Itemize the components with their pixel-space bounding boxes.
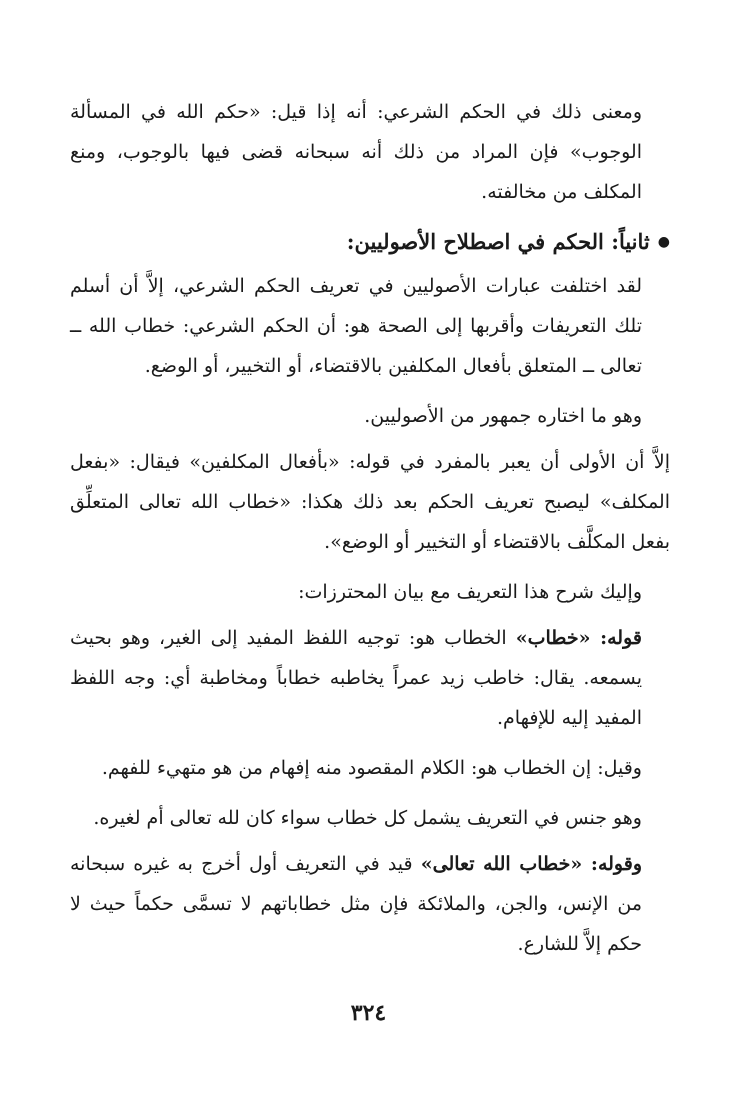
page-content (70, 92, 670, 974)
paragraph-text: قيد في التعريف أول أخرج به غيره سبحانه من الإنس، والجن، والملائكة فإن مثل خطاباتهم لا تسمَّى حكماً حيث لا حكم إلاَّ للشارع. (70, 853, 642, 955)
definition-paragraph (70, 266, 670, 386)
paragraph-text: وهو جنس في التعريف يشمل كل خطاب سواء كان لله تعالى أم لغيره. (93, 807, 642, 829)
majority-paragraph (70, 396, 670, 436)
paragraph-text: ومعنى ذلك في الحكم الشرعي: أنه إذا قيل: «حكم الله في المسألة الوجوب» فإن المراد من ذلك أنه سبحانه قضى فيها بالوجوب، ومنع المكلف من مخالفته. (70, 101, 642, 203)
section-heading-text: ثانياً: الحكم في اصطلاح الأصوليين: (346, 229, 650, 254)
paragraph-text: إلاَّ أن الأولى أن يعبر بالمفرد في قوله: «بأفعال المكلفين» فيقال: «بفعل المكلف» ليصبح تعريف الحكم بعد ذلك هكذا: «خطاب الله تعالى المتعلِّق بفعل المكلَّف بالاقتضاء أو التخيير أو الوضع». (70, 451, 670, 553)
explanation-intro-paragraph (70, 572, 670, 612)
bullet-icon: ● (657, 234, 670, 250)
intro-paragraph (70, 92, 670, 212)
paragraph-lead: وقوله: «خطاب الله تعالى» (420, 853, 642, 875)
paragraph-text: وقيل: إن الخطاب هو: الكلام المقصود منه إفهام من هو متهيء للفهم. (101, 757, 642, 779)
khitab-allah-paragraph (70, 844, 670, 964)
singular-note-paragraph (70, 442, 670, 562)
genus-paragraph (70, 798, 670, 838)
paragraph-lead: قوله: «خطاب» (515, 627, 642, 649)
khitab-alt-definition-paragraph (70, 748, 670, 788)
paragraph-text: وإليك شرح هذا التعريف مع بيان المحترزات: (298, 581, 642, 603)
paragraph-text: الخطاب هو: توجيه اللفظ المفيد إلى الغير، وهو بحيث يسمعه. يقال: خاطب زيد عمراً يخاطبه خطاباً ومخاطبة أي: وجه اللفظ المفيد إليه للإفهام. (70, 627, 642, 729)
section-heading (70, 222, 670, 262)
khitab-paragraph (70, 618, 670, 738)
page-number: ٣٢٤ (350, 1000, 387, 1026)
paragraph-text: وهو ما اختاره جمهور من الأصوليين. (364, 405, 642, 427)
paragraph-text: لقد اختلفت عبارات الأصوليين في تعريف الحكم الشرعي، إلاَّ أن أسلم تلك التعريفات وأقربها إلى الصحة هو: أن الحكم الشرعي: خطاب الله ــ تعالى ــ المتعلق بأفعال المكلفين بالاقتضاء، أو التخيير، أو الوضع. (70, 275, 642, 377)
